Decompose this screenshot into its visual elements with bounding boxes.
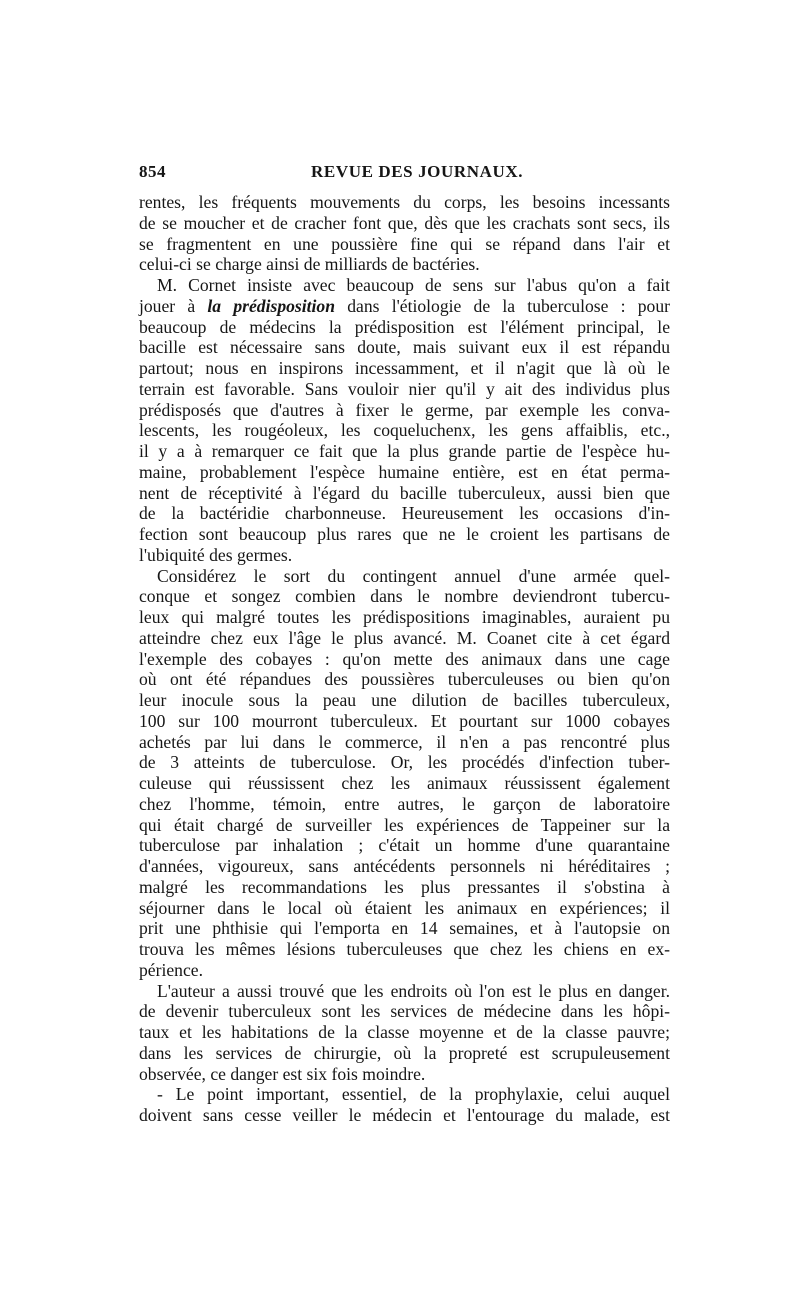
text-line: taux et les habitations de la classe moyenne et de la classe pauvre; [139,1022,670,1042]
text-line: Considérez le sort du contingent annuel d'une armée quel- [157,565,670,586]
text-line: lescents, les rougéoleux, les coqueluchenx, les gens affaiblis, etc., [139,420,670,441]
emphasis-text: la prédisposition [207,295,336,316]
text-line: tuberculose par inhalation ; c'était un homme d'une quarantaine [139,835,670,856]
text-line: rentes, les fréquents mouvements du corps, les besoins incessants [139,192,670,212]
text-line: il y a à remarquer ce fait que la plus grande partie de l'espèce hu- [139,441,670,461]
text-line: dans les services de chirurgie, où la propreté est scrupuleusement [139,1042,670,1063]
text-line: malgré les recommandations les plus pressantes il s'obstina à [139,876,670,897]
text-fragment: jouer à [139,295,208,316]
text-line: chez l'homme, témoin, entre autres, le garçon de laboratoire [139,793,670,814]
body-text [139,192,670,1126]
text-line: fection sont beaucoup plus rares que ne le croient les partisans de [139,524,670,544]
text-line: séjourner dans le local où étaient les animaux en expériences; il [139,897,670,918]
text-line: de se moucher et de cracher font que, dès que les crachats sont secs, ils [139,212,670,233]
text-line: l'ubiquité des germes. [139,544,293,565]
text-line: doivent sans cesse veiller le médecin et l'entourage du malade, est [139,1105,670,1125]
text-line: L'auteur a aussi trouvé que les endroits où l'on est le plus en danger. [157,980,670,1001]
text-line: M. Cornet insiste avec beaucoup de sens sur l'abus qu'on a fait [157,275,670,295]
text-line: où ont été répandues des poussières tuberculeuses ou bien qu'on [139,669,670,690]
text-line: nent de réceptivité à l'égard du bacille tuberculeux, aussi bien que [139,482,670,503]
text-fragment: dans l'étiologie de la tuberculose : pour [335,295,670,316]
page-number: 854 [139,162,166,181]
text-line: partout; nous en inspirons incessamment, et il n'agit que là où le [139,358,670,378]
text-line: terrain est favorable. Sans vouloir nier qu'il y ait des individus plus [139,378,670,399]
text-line: se fragmentent en une poussière fine qui se répand dans l'air et [139,233,670,254]
text-line: achetés par lui dans le commerce, il n'en a pas rencontré plus [139,731,670,752]
text-line: de la bactéridie charbonneuse. Heureusement les occasions d'in- [139,503,670,524]
text-line: prit une phthisie qui l'emporta en 14 semaines, et à l'autopsie on [139,918,670,939]
text-line: de 3 atteints de tuberculose. Or, les procédés d'infection tuber- [139,752,670,773]
text-line: - Le point important, essentiel, de la prophylaxie, celui auquel [157,1084,670,1105]
text-line: l'exemple des cobayes : qu'on mette des animaux dans une cage [139,648,670,669]
text-line: d'années, vigoureux, sans antécédents personnels ni héréditaires ; [139,856,670,876]
running-head: REVUE DES JOURNAUX. [311,162,524,181]
text-line: atteindre chez eux l'âge le plus avancé. M. Coanet cite à cet égard [139,627,670,648]
text-line: conque et songez combien dans le nombre deviendront tubercu- [139,586,670,607]
text-line: qui était chargé de surveiller les expériences de Tappeiner sur la [139,814,670,835]
text-line: trouva les mêmes lésions tuberculeuses que chez les chiens en ex- [139,939,670,959]
text-line: culeuse qui réussissent chez les animaux réussissent également [139,773,670,793]
text-line: observée, ce danger est six fois moindre. [139,1063,426,1084]
text-line: périence. [139,959,203,980]
text-line: beaucoup de médecins la prédisposition est l'élément principal, le [139,316,670,337]
text-line: leux qui malgré toutes les prédispositions imaginables, auraient pu [139,607,670,627]
text-line: celui-ci se charge ainsi de milliards de bactéries. [139,254,480,275]
text-line-with-italic [139,296,670,317]
text-line: maine, probablement l'espèce humaine entière, est en état perma- [139,461,670,482]
text-line: leur inocule sous la peau une dilution de bacilles tuberculeux, [139,690,670,710]
page-header [139,162,670,186]
text-line: bacille est nécessaire sans doute, mais suivant eux il est répandu [139,337,670,358]
text-line: 100 sur 100 mourront tuberculeux. Et pourtant sur 1000 cobayes [139,710,670,731]
text-line: de devenir tuberculeux sont les services de médecine dans les hôpi- [139,1001,670,1022]
text-line: prédisposés que d'autres à fixer le germe, par exemple les conva- [139,399,670,420]
